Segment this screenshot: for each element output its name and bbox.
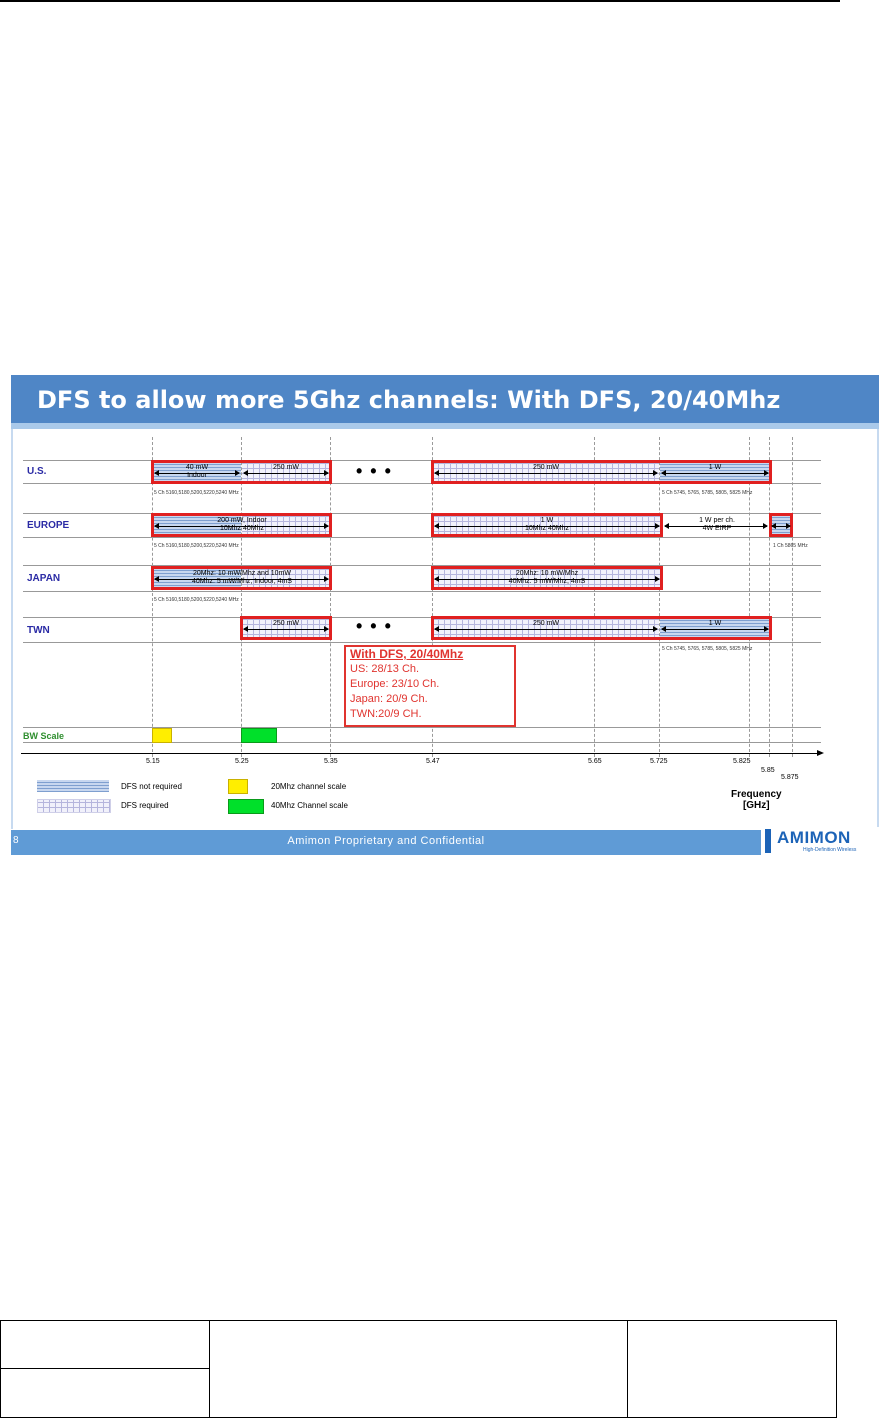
row-rule bbox=[23, 565, 821, 566]
band-label-line: 200 mW, Indoor bbox=[217, 517, 267, 524]
band-label bbox=[433, 517, 661, 533]
axis-title bbox=[731, 789, 782, 811]
band-label-line: 40Mhz: 5 mW/Mhz, Indoor, 4mS bbox=[192, 578, 292, 585]
legend-swatch-bw40 bbox=[228, 799, 264, 814]
logo-tagline: High-Definition Wireless bbox=[803, 847, 857, 853]
channel-note: 5 Ch 5160,5180,5200,5220,5240 MHz bbox=[154, 543, 239, 549]
band-label-line: 10Mhz 40Mhz bbox=[220, 525, 264, 532]
legend-bw40: 40Mhz Channel scale bbox=[271, 801, 348, 810]
slide-footer bbox=[11, 830, 761, 855]
logo-word: AMIMON bbox=[777, 828, 851, 847]
embedded-slide bbox=[11, 375, 879, 855]
band-label-line: 40Mhz: 5 mW/Mhz, 4mS bbox=[508, 578, 586, 585]
region-label-us: U.S. bbox=[27, 466, 47, 477]
region-label-twn: TWN bbox=[27, 625, 50, 636]
axis-tick: 5.875 bbox=[781, 774, 799, 781]
band-arrow bbox=[662, 473, 768, 474]
band-label bbox=[153, 517, 331, 533]
axis-tick: 5.65 bbox=[588, 758, 602, 765]
band-arrow bbox=[244, 473, 328, 474]
row-rule bbox=[23, 591, 821, 592]
band-label-line: 1 W bbox=[540, 517, 554, 524]
channel-note: 1 Ch 5865 MHz bbox=[773, 543, 808, 549]
amimon-logo bbox=[763, 827, 879, 855]
legend-dfs: DFS required bbox=[121, 801, 169, 810]
band-arrow bbox=[772, 526, 790, 527]
band-arrow bbox=[435, 629, 657, 630]
band-label: 1 W bbox=[708, 620, 722, 627]
band-label: 250 mW bbox=[532, 464, 560, 471]
axis-tick: 5.825 bbox=[733, 758, 751, 765]
freq-guide bbox=[330, 437, 331, 757]
bw-scale-label: BW Scale bbox=[23, 731, 65, 741]
axis-title-line: [GHz] bbox=[742, 800, 770, 811]
freq-guide bbox=[792, 437, 793, 757]
legend-swatch-nodfs bbox=[37, 780, 109, 792]
axis-title-line: Frequency bbox=[731, 789, 782, 800]
footer-table-split bbox=[1, 1368, 209, 1369]
summary-heading: With DFS, 20/40Mhz bbox=[350, 647, 464, 661]
band-label bbox=[433, 570, 661, 586]
footer-table-divider bbox=[627, 1321, 628, 1417]
summary-twn: TWN:20/9 CH. bbox=[350, 708, 422, 720]
band-label: 250 mW bbox=[272, 464, 300, 471]
slide-left-border bbox=[11, 429, 13, 829]
channel-note: 5 Ch 5160,5180,5200,5220,5240 MHz bbox=[154, 597, 239, 603]
row-rule bbox=[23, 742, 821, 743]
band-label-line: 4W EIRP bbox=[702, 525, 732, 532]
band-label-line: 40 mW bbox=[185, 464, 209, 471]
region-label-europe: EUROPE bbox=[27, 520, 70, 531]
axis-tick: 5.25 bbox=[235, 758, 249, 765]
page-top-rule bbox=[0, 0, 840, 2]
summary-us: US: 28/13 Ch. bbox=[350, 663, 420, 675]
bw-20mhz-swatch bbox=[152, 728, 172, 743]
summary-japan: Japan: 20/9 Ch. bbox=[350, 693, 428, 705]
legend-bw20: 20Mhz channel scale bbox=[271, 782, 347, 791]
band-label: 250 mW bbox=[532, 620, 560, 627]
legend-nodfs: DFS not required bbox=[121, 782, 182, 791]
slide-header-band bbox=[11, 423, 879, 429]
axis-tick: 5.85 bbox=[761, 767, 775, 774]
footer-table-cell-left bbox=[1, 1321, 210, 1417]
ellipsis-dots: ••• bbox=[356, 616, 399, 636]
axis-tick: 5.35 bbox=[324, 758, 338, 765]
freq-guide bbox=[749, 437, 750, 757]
frequency-axis bbox=[21, 753, 821, 754]
band-arrow bbox=[435, 473, 657, 474]
band-label-line: 10Mhz 40Mhz bbox=[525, 525, 569, 532]
slide-number: 8 bbox=[13, 835, 19, 846]
freq-guide bbox=[769, 437, 770, 757]
row-rule bbox=[23, 727, 821, 728]
freq-guide bbox=[241, 437, 242, 757]
channel-note: 5 Ch 5745, 5765, 5785, 5805, 5825 MHz bbox=[662, 646, 753, 652]
band-arrow bbox=[244, 629, 328, 630]
channel-note: 5 Ch 5745, 5765, 5785, 5805, 5825 MHz bbox=[662, 490, 753, 496]
band-label-line: 1 W per ch. bbox=[699, 517, 735, 524]
logo-bar bbox=[765, 829, 771, 853]
bw-40mhz-swatch bbox=[241, 728, 277, 743]
legend-swatch-dfs bbox=[37, 799, 111, 813]
ellipsis-dots: ••• bbox=[356, 461, 399, 481]
slide-header bbox=[11, 375, 879, 427]
summary-box bbox=[344, 645, 516, 727]
channel-note: 5 Ch 5160,5180,5200,5220,5240 MHz bbox=[154, 490, 239, 496]
summary-europe: Europe: 23/10 Ch. bbox=[350, 678, 440, 690]
row-rule bbox=[23, 642, 821, 643]
footer-table bbox=[0, 1320, 837, 1418]
band-label bbox=[153, 464, 241, 480]
band-label bbox=[153, 570, 331, 586]
legend-swatch-bw20 bbox=[228, 779, 248, 794]
axis-tick: 5.15 bbox=[146, 758, 160, 765]
slide-title: DFS to allow more 5Ghz channels: With DFS, 20/40Mhz bbox=[37, 386, 781, 414]
band-label-line: 20Mhz: 10 mW/Mhz bbox=[515, 570, 579, 577]
row-rule bbox=[23, 513, 821, 514]
row-rule bbox=[23, 537, 821, 538]
axis-tick: 5.725 bbox=[650, 758, 668, 765]
band-label bbox=[665, 517, 769, 533]
footer-text: Amimon Proprietary and Confidential bbox=[287, 835, 485, 847]
freq-guide bbox=[594, 437, 595, 757]
axis-tick: 5.47 bbox=[426, 758, 440, 765]
axis-arrow-icon bbox=[817, 750, 824, 756]
freq-guide bbox=[152, 437, 153, 757]
freq-guide bbox=[659, 437, 660, 757]
band-label-line: 20Mhz: 10 mW/Mhz and 10mW bbox=[192, 570, 292, 577]
band-label: 1 W bbox=[708, 464, 722, 471]
band-label-line: Indoor bbox=[187, 472, 207, 479]
region-label-japan: JAPAN bbox=[27, 573, 61, 584]
band-label: 250 mW bbox=[272, 620, 300, 627]
band-arrow bbox=[662, 629, 768, 630]
